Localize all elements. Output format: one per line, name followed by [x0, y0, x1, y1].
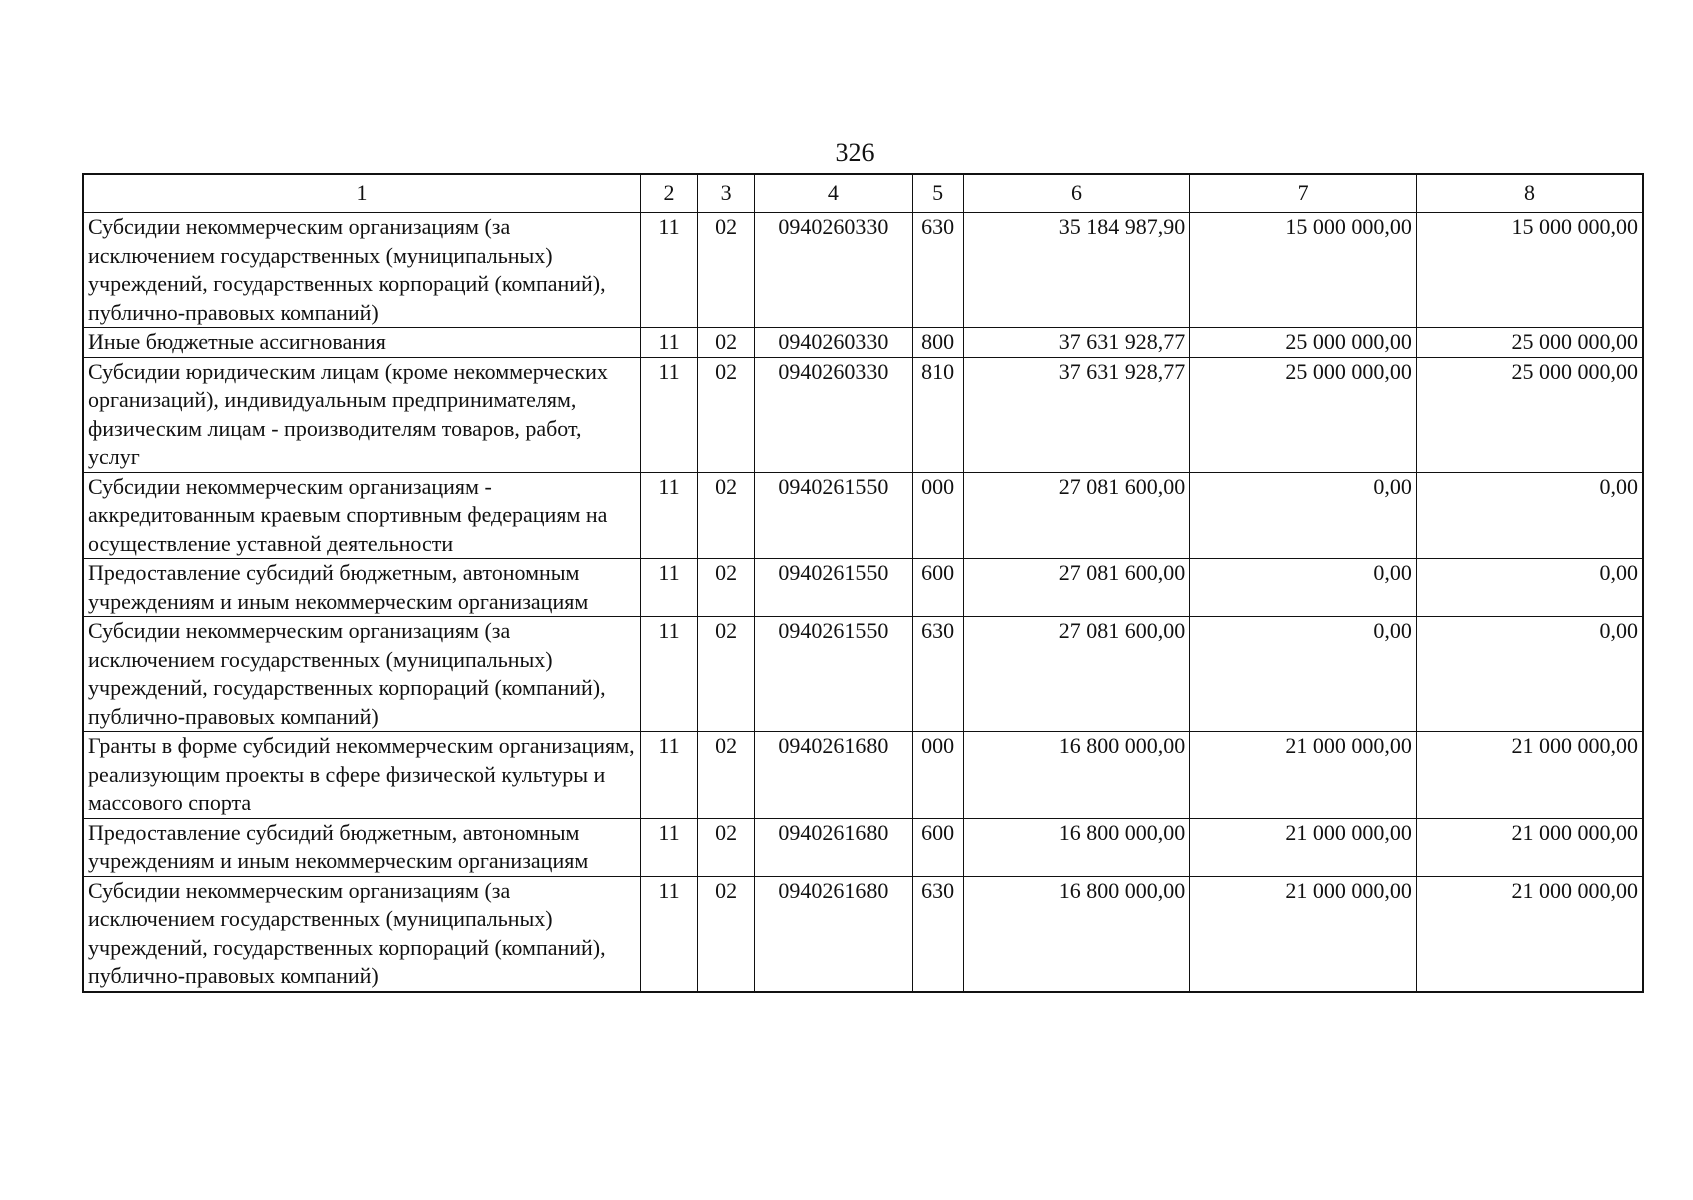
header-cell-1: 1	[83, 174, 640, 213]
row-expense-type: 630	[912, 617, 963, 732]
row-amount-col8: 25 000 000,00	[1416, 357, 1643, 472]
row-target-article: 0940261550	[755, 559, 912, 617]
row-section: 11	[640, 876, 697, 992]
row-amount-col6: 37 631 928,77	[963, 357, 1190, 472]
row-expense-type: 810	[912, 357, 963, 472]
row-amount-col8: 25 000 000,00	[1416, 328, 1643, 358]
row-section: 11	[640, 818, 697, 876]
header-cell-4: 4	[755, 174, 912, 213]
row-expense-type: 600	[912, 818, 963, 876]
row-subsection: 02	[698, 818, 755, 876]
table-row	[83, 617, 1643, 732]
row-amount-col6: 27 081 600,00	[963, 472, 1190, 559]
header-cell-6: 6	[963, 174, 1190, 213]
row-amount-col6: 27 081 600,00	[963, 559, 1190, 617]
header-cell-7: 7	[1190, 174, 1417, 213]
row-amount-col8: 21 000 000,00	[1416, 876, 1643, 992]
header-cell-2: 2	[640, 174, 697, 213]
row-section: 11	[640, 328, 697, 358]
row-section: 11	[640, 559, 697, 617]
table-row	[83, 818, 1643, 876]
row-amount-col7: 25 000 000,00	[1190, 357, 1417, 472]
row-subsection: 02	[698, 617, 755, 732]
row-amount-col7: 0,00	[1190, 472, 1417, 559]
row-subsection: 02	[698, 213, 755, 328]
row-section: 11	[640, 732, 697, 819]
row-target-article: 0940261550	[755, 472, 912, 559]
budget-table	[82, 173, 1644, 993]
row-amount-col7: 21 000 000,00	[1190, 732, 1417, 819]
table-row	[83, 328, 1643, 358]
row-target-article: 0940261680	[755, 818, 912, 876]
row-amount-col6: 16 800 000,00	[963, 732, 1190, 819]
row-name: Гранты в форме субсидий некоммерческим организациям, реализующим проекты в сфере физической культуры и массового спорта	[83, 732, 640, 819]
row-expense-type: 630	[912, 213, 963, 328]
row-expense-type: 000	[912, 472, 963, 559]
header-cell-3: 3	[698, 174, 755, 213]
row-name: Субсидии некоммерческим организациям (за исключением государственных (муниципальных) учреждений, государственных корпораций (компаний), публично-правовых компаний)	[83, 617, 640, 732]
row-amount-col6: 35 184 987,90	[963, 213, 1190, 328]
row-amount-col6: 16 800 000,00	[963, 876, 1190, 992]
row-amount-col7: 21 000 000,00	[1190, 876, 1417, 992]
header-cell-5: 5	[912, 174, 963, 213]
row-expense-type: 800	[912, 328, 963, 358]
row-amount-col7: 15 000 000,00	[1190, 213, 1417, 328]
row-amount-col6: 27 081 600,00	[963, 617, 1190, 732]
row-name: Иные бюджетные ассигнования	[83, 328, 640, 358]
row-subsection: 02	[698, 328, 755, 358]
table-row	[83, 213, 1643, 328]
row-expense-type: 630	[912, 876, 963, 992]
row-target-article: 0940261680	[755, 732, 912, 819]
row-amount-col8: 21 000 000,00	[1416, 732, 1643, 819]
row-name: Предоставление субсидий бюджетным, автономным учреждениям и иным некоммерческим организациям	[83, 818, 640, 876]
row-name: Субсидии некоммерческим организациям (за исключением государственных (муниципальных) учреждений, государственных корпораций (компаний), публично-правовых компаний)	[83, 876, 640, 992]
row-expense-type: 600	[912, 559, 963, 617]
row-section: 11	[640, 357, 697, 472]
row-section: 11	[640, 472, 697, 559]
page-number: 326	[835, 138, 875, 167]
row-name: Субсидии юридическим лицам (кроме некоммерческих организаций), индивидуальным предпринимателям, физическим лицам - производителям товаров, работ, услуг	[83, 357, 640, 472]
table-row	[83, 732, 1643, 819]
row-amount-col6: 16 800 000,00	[963, 818, 1190, 876]
row-target-article: 0940261680	[755, 876, 912, 992]
row-amount-col8: 0,00	[1416, 617, 1643, 732]
row-name: Предоставление субсидий бюджетным, автономным учреждениям и иным некоммерческим организациям	[83, 559, 640, 617]
row-amount-col7: 25 000 000,00	[1190, 328, 1417, 358]
table-row	[83, 472, 1643, 559]
row-amount-col7: 0,00	[1190, 617, 1417, 732]
row-target-article: 0940261550	[755, 617, 912, 732]
header-cell-8: 8	[1416, 174, 1643, 213]
row-target-article: 0940260330	[755, 328, 912, 358]
row-amount-col7: 0,00	[1190, 559, 1417, 617]
row-amount-col8: 21 000 000,00	[1416, 818, 1643, 876]
row-subsection: 02	[698, 732, 755, 819]
table-row	[83, 559, 1643, 617]
row-name: Субсидии некоммерческим организациям - аккредитованным краевым спортивным федерациям на осуществление уставной деятельности	[83, 472, 640, 559]
header-row	[83, 174, 1643, 213]
table-row	[83, 357, 1643, 472]
row-amount-col8: 15 000 000,00	[1416, 213, 1643, 328]
row-subsection: 02	[698, 559, 755, 617]
row-subsection: 02	[698, 357, 755, 472]
row-amount-col8: 0,00	[1416, 559, 1643, 617]
row-amount-col7: 21 000 000,00	[1190, 818, 1417, 876]
row-target-article: 0940260330	[755, 213, 912, 328]
row-amount-col6: 37 631 928,77	[963, 328, 1190, 358]
row-expense-type: 000	[912, 732, 963, 819]
row-section: 11	[640, 617, 697, 732]
row-subsection: 02	[698, 876, 755, 992]
row-name: Субсидии некоммерческим организациям (за исключением государственных (муниципальных) учреждений, государственных корпораций (компаний), публично-правовых компаний)	[83, 213, 640, 328]
row-target-article: 0940260330	[755, 357, 912, 472]
row-subsection: 02	[698, 472, 755, 559]
row-section: 11	[640, 213, 697, 328]
table-row	[83, 876, 1643, 992]
row-amount-col8: 0,00	[1416, 472, 1643, 559]
